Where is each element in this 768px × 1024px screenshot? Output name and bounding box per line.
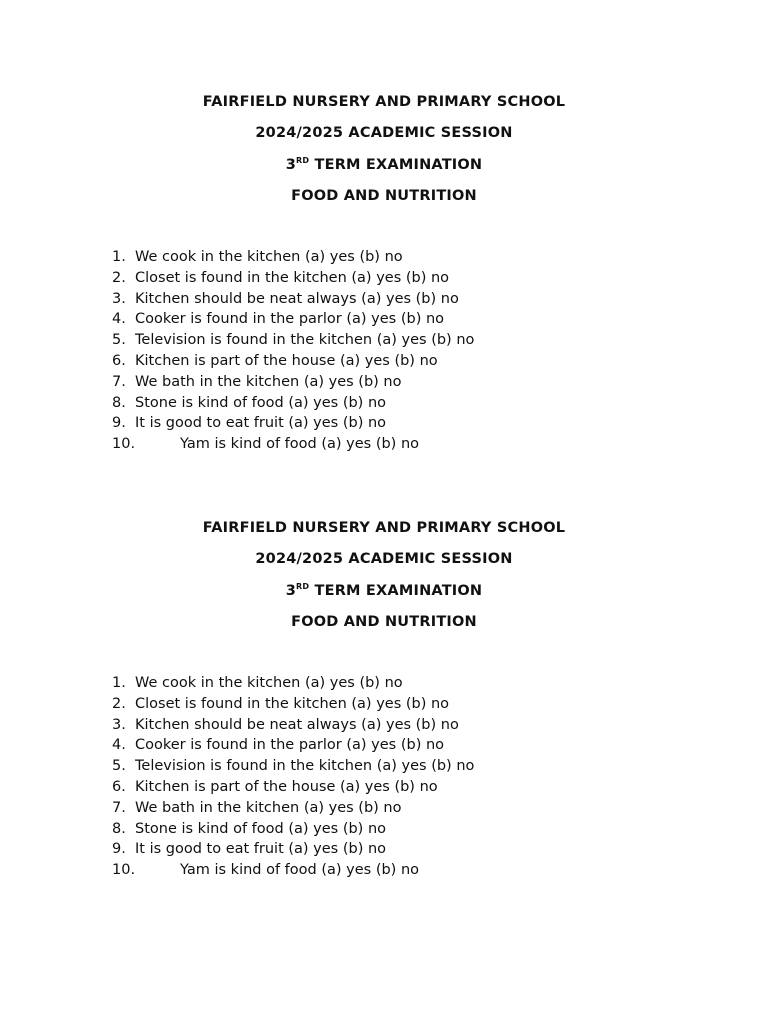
question-text: Kitchen should be neat always (a) yes (b) no: [135, 716, 459, 733]
question-number: 5.: [112, 758, 126, 775]
question-text: Cooker is found in the parlor (a) yes (b) no: [135, 737, 445, 754]
question-item: [112, 798, 474, 819]
question-number: 10.: [112, 862, 136, 879]
question-text: Kitchen is part of the house (a) yes (b) no: [135, 778, 438, 795]
exam-section-2: [0, 518, 768, 879]
term-suffix: RD: [296, 155, 310, 165]
question-item: [112, 860, 474, 881]
question-text: We cook in the kitchen (a) yes (b) no: [135, 249, 403, 265]
question-number: 7.: [112, 373, 126, 390]
question-item: [112, 393, 474, 414]
question-item: [112, 247, 474, 268]
question-text: It is good to eat fruit (a) yes (b) no: [135, 415, 387, 432]
question-number: 3.: [112, 716, 126, 733]
question-item: [112, 756, 474, 777]
question-text: Stone is kind of food (a) yes (b) no: [135, 394, 387, 411]
question-item: [112, 839, 474, 860]
question-number: 8.: [112, 820, 126, 837]
question-number: 8.: [112, 394, 126, 411]
question-number: 4.: [112, 311, 126, 328]
question-text: We bath in the kitchen (a) yes (b) no: [135, 799, 402, 816]
term-number: 3: [285, 156, 297, 173]
question-text: Closet is found in the kitchen (a) yes (b) no: [135, 695, 450, 712]
question-text: Closet is found in the kitchen (a) yes (b) no: [135, 269, 450, 286]
question-item: [112, 715, 474, 736]
question-list: [112, 247, 474, 455]
term-number: 3: [285, 582, 297, 599]
question-item: [112, 351, 474, 372]
question-text: Yam is kind of food (a) yes (b) no: [180, 862, 420, 879]
question-text: Television is found in the kitchen (a) yes (b) no: [135, 758, 475, 775]
exam-section-1: [0, 92, 768, 453]
term-suffix: RD: [296, 581, 310, 591]
question-number: 1.: [112, 675, 126, 691]
question-text: It is good to eat fruit (a) yes (b) no: [135, 841, 387, 858]
question-item: [112, 819, 474, 840]
academic-session: 2024/2025 ACADEMIC SESSION: [255, 125, 513, 142]
question-item: [112, 289, 474, 310]
term-title: [0, 581, 768, 612]
question-number: 4.: [112, 737, 126, 754]
question-item: [112, 434, 474, 455]
question-item: [112, 735, 474, 756]
question-text: Stone is kind of food (a) yes (b) no: [135, 820, 387, 837]
question-item: [112, 309, 474, 330]
question-number: 10.: [112, 436, 136, 453]
question-number: 1.: [112, 249, 126, 265]
question-text: Yam is kind of food (a) yes (b) no: [180, 436, 420, 453]
question-text: Kitchen is part of the house (a) yes (b) no: [135, 352, 438, 369]
question-item: [112, 330, 474, 351]
question-item: [112, 777, 474, 798]
question-item: [112, 268, 474, 289]
term-title: [0, 155, 768, 186]
question-number: 6.: [112, 352, 126, 369]
subject-title: FOOD AND NUTRITION: [291, 187, 477, 204]
question-text: We cook in the kitchen (a) yes (b) no: [135, 675, 403, 691]
question-number: 9.: [112, 841, 126, 858]
question-item: [112, 372, 474, 393]
question-list: [112, 673, 474, 881]
question-number: 6.: [112, 778, 126, 795]
school-name: FAIRFIELD NURSERY AND PRIMARY SCHOOL: [202, 94, 566, 110]
question-number: 5.: [112, 332, 126, 349]
term-text: TERM EXAMINATION: [309, 156, 483, 173]
question-text: Kitchen should be neat always (a) yes (b) no: [135, 290, 459, 307]
question-number: 2.: [112, 695, 126, 712]
question-text: Cooker is found in the parlor (a) yes (b) no: [135, 311, 445, 328]
question-item: [112, 694, 474, 715]
question-number: 7.: [112, 799, 126, 816]
academic-session: 2024/2025 ACADEMIC SESSION: [255, 551, 513, 568]
question-number: 9.: [112, 415, 126, 432]
question-item: [112, 673, 474, 694]
term-text: TERM EXAMINATION: [309, 582, 483, 599]
question-text: We bath in the kitchen (a) yes (b) no: [135, 373, 402, 390]
question-text: Television is found in the kitchen (a) yes (b) no: [135, 332, 475, 349]
school-name: FAIRFIELD NURSERY AND PRIMARY SCHOOL: [202, 520, 566, 536]
question-number: 3.: [112, 290, 126, 307]
question-item: [112, 413, 474, 434]
question-number: 2.: [112, 269, 126, 286]
subject-title: FOOD AND NUTRITION: [291, 613, 477, 630]
